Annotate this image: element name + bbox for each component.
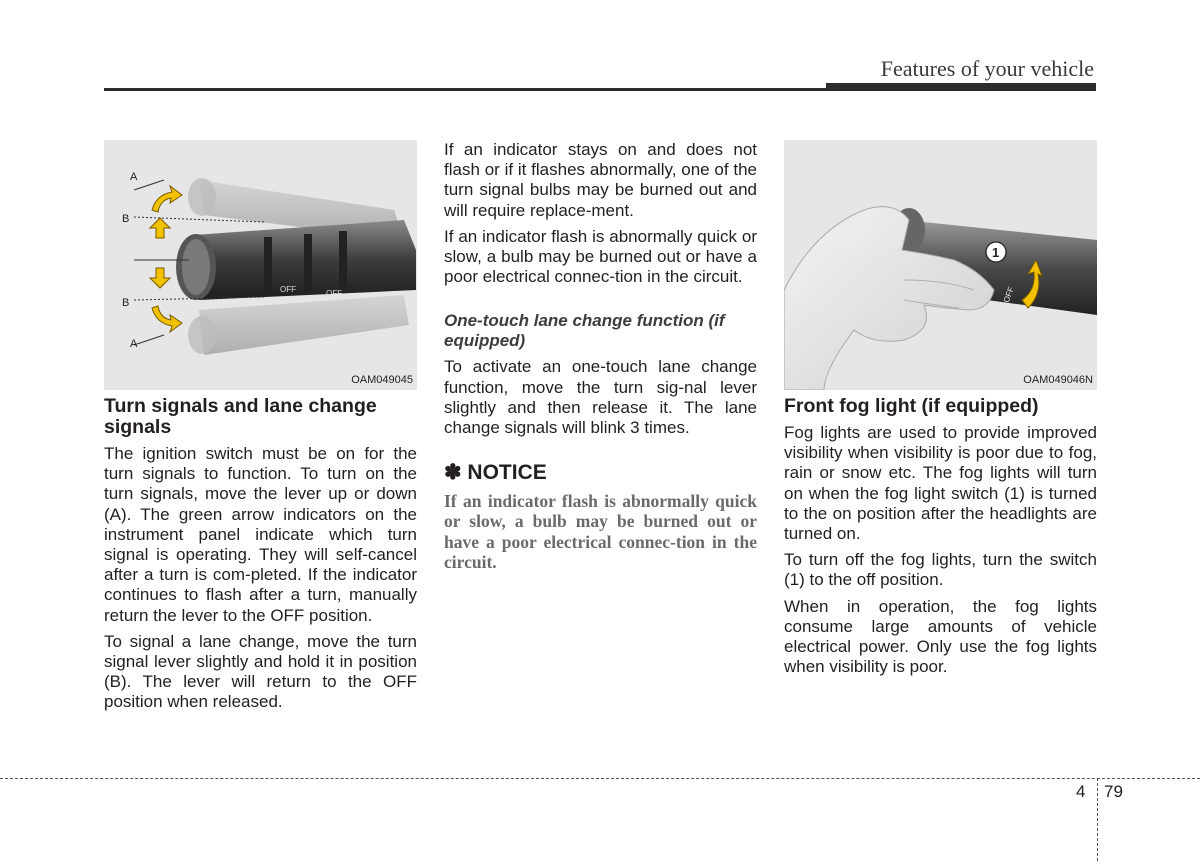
turn-signal-lever-drawing	[104, 140, 417, 390]
label-a-bottom: A	[130, 338, 138, 350]
figure-code: OAM049045	[351, 374, 413, 386]
subheading-one-touch-lane-change: One-touch lane change function (if equipped)	[444, 311, 725, 351]
notice-title: ✽ NOTICE	[444, 461, 547, 485]
column-turn-signals	[104, 140, 417, 719]
paragraph: To turn off the fog lights, turn the switch (1) to the off position.	[784, 550, 1097, 590]
section-heading-fog-light: Front fog light (if equipped)	[784, 395, 1039, 417]
label-a-top: A	[130, 171, 138, 183]
running-header-title: Features of your vehicle	[880, 56, 1094, 81]
callout-number: 1	[992, 245, 1000, 260]
paragraph: To activate an one-touch lane change function, move the turn sig-nal lever slightly and then release it. The lane change signals will blink 3 times.	[444, 357, 757, 438]
footer-dashed-rule	[0, 778, 1200, 779]
column-indicator-notes	[444, 140, 757, 572]
footer-vertical-rule	[1097, 778, 1098, 861]
turn-signal-lever-illustration	[104, 140, 417, 390]
paragraph: If an indicator flash is abnormally quick or slow, a bulb may be burned out or have a poor electrical connec-tion in the circuit.	[444, 226, 757, 287]
notice-text: If an indicator flash is abnormally quick or slow, a bulb may be burned out or have a poor electrical connec-tion in the circuit.	[444, 491, 757, 572]
column-fog-light	[784, 140, 1097, 683]
label-b-top: B	[122, 213, 130, 225]
paragraph: When in operation, the fog lights consume large amounts of vehicle electrical power. Only use the fog lights when visibility is poor.	[784, 596, 1097, 677]
paragraph: The ignition switch must be on for the turn signals to function. To turn on the turn signals, move the lever up or down (A). The green arrow indicators on the instrument panel indicate which turn signal is operating. They will self-cancel after a turn is com-pleted. If the indicator continues to flash after a turn, manually return the lever to the OFF position.	[104, 444, 417, 625]
paragraph: To signal a lane change, move the turn signal lever slightly and hold it in position (B). The lever will return to the OFF position when released.	[104, 631, 417, 712]
figure-code: OAM049046N	[1023, 374, 1093, 386]
header-rule-accent	[826, 83, 1096, 91]
label-b-bottom: B	[122, 297, 130, 309]
section-heading-turn-signals: Turn signals and lane change signals	[104, 395, 377, 438]
fog-light-switch-illustration	[784, 140, 1097, 390]
fog-light-switch-drawing	[784, 140, 1097, 390]
paragraph: If an indicator stays on and does not flash or if it flashes abnormally, one of the turn signal bulbs may be burned out and will require replace-ment.	[444, 140, 757, 220]
paragraph: Fog lights are used to provide improved visibility when visibility is poor due to fog, rain or snow etc. The fog lights will turn on when the fog light switch (1) is turned to the on position after the headlights are turned on.	[784, 423, 1097, 544]
switch-off-label: OFF	[1001, 285, 1016, 304]
switch-off-label-1: OFF	[280, 285, 296, 294]
switch-off-label-2: OFF	[326, 289, 342, 298]
page-number: 79	[1104, 782, 1123, 801]
section-number: 4	[1076, 782, 1086, 801]
